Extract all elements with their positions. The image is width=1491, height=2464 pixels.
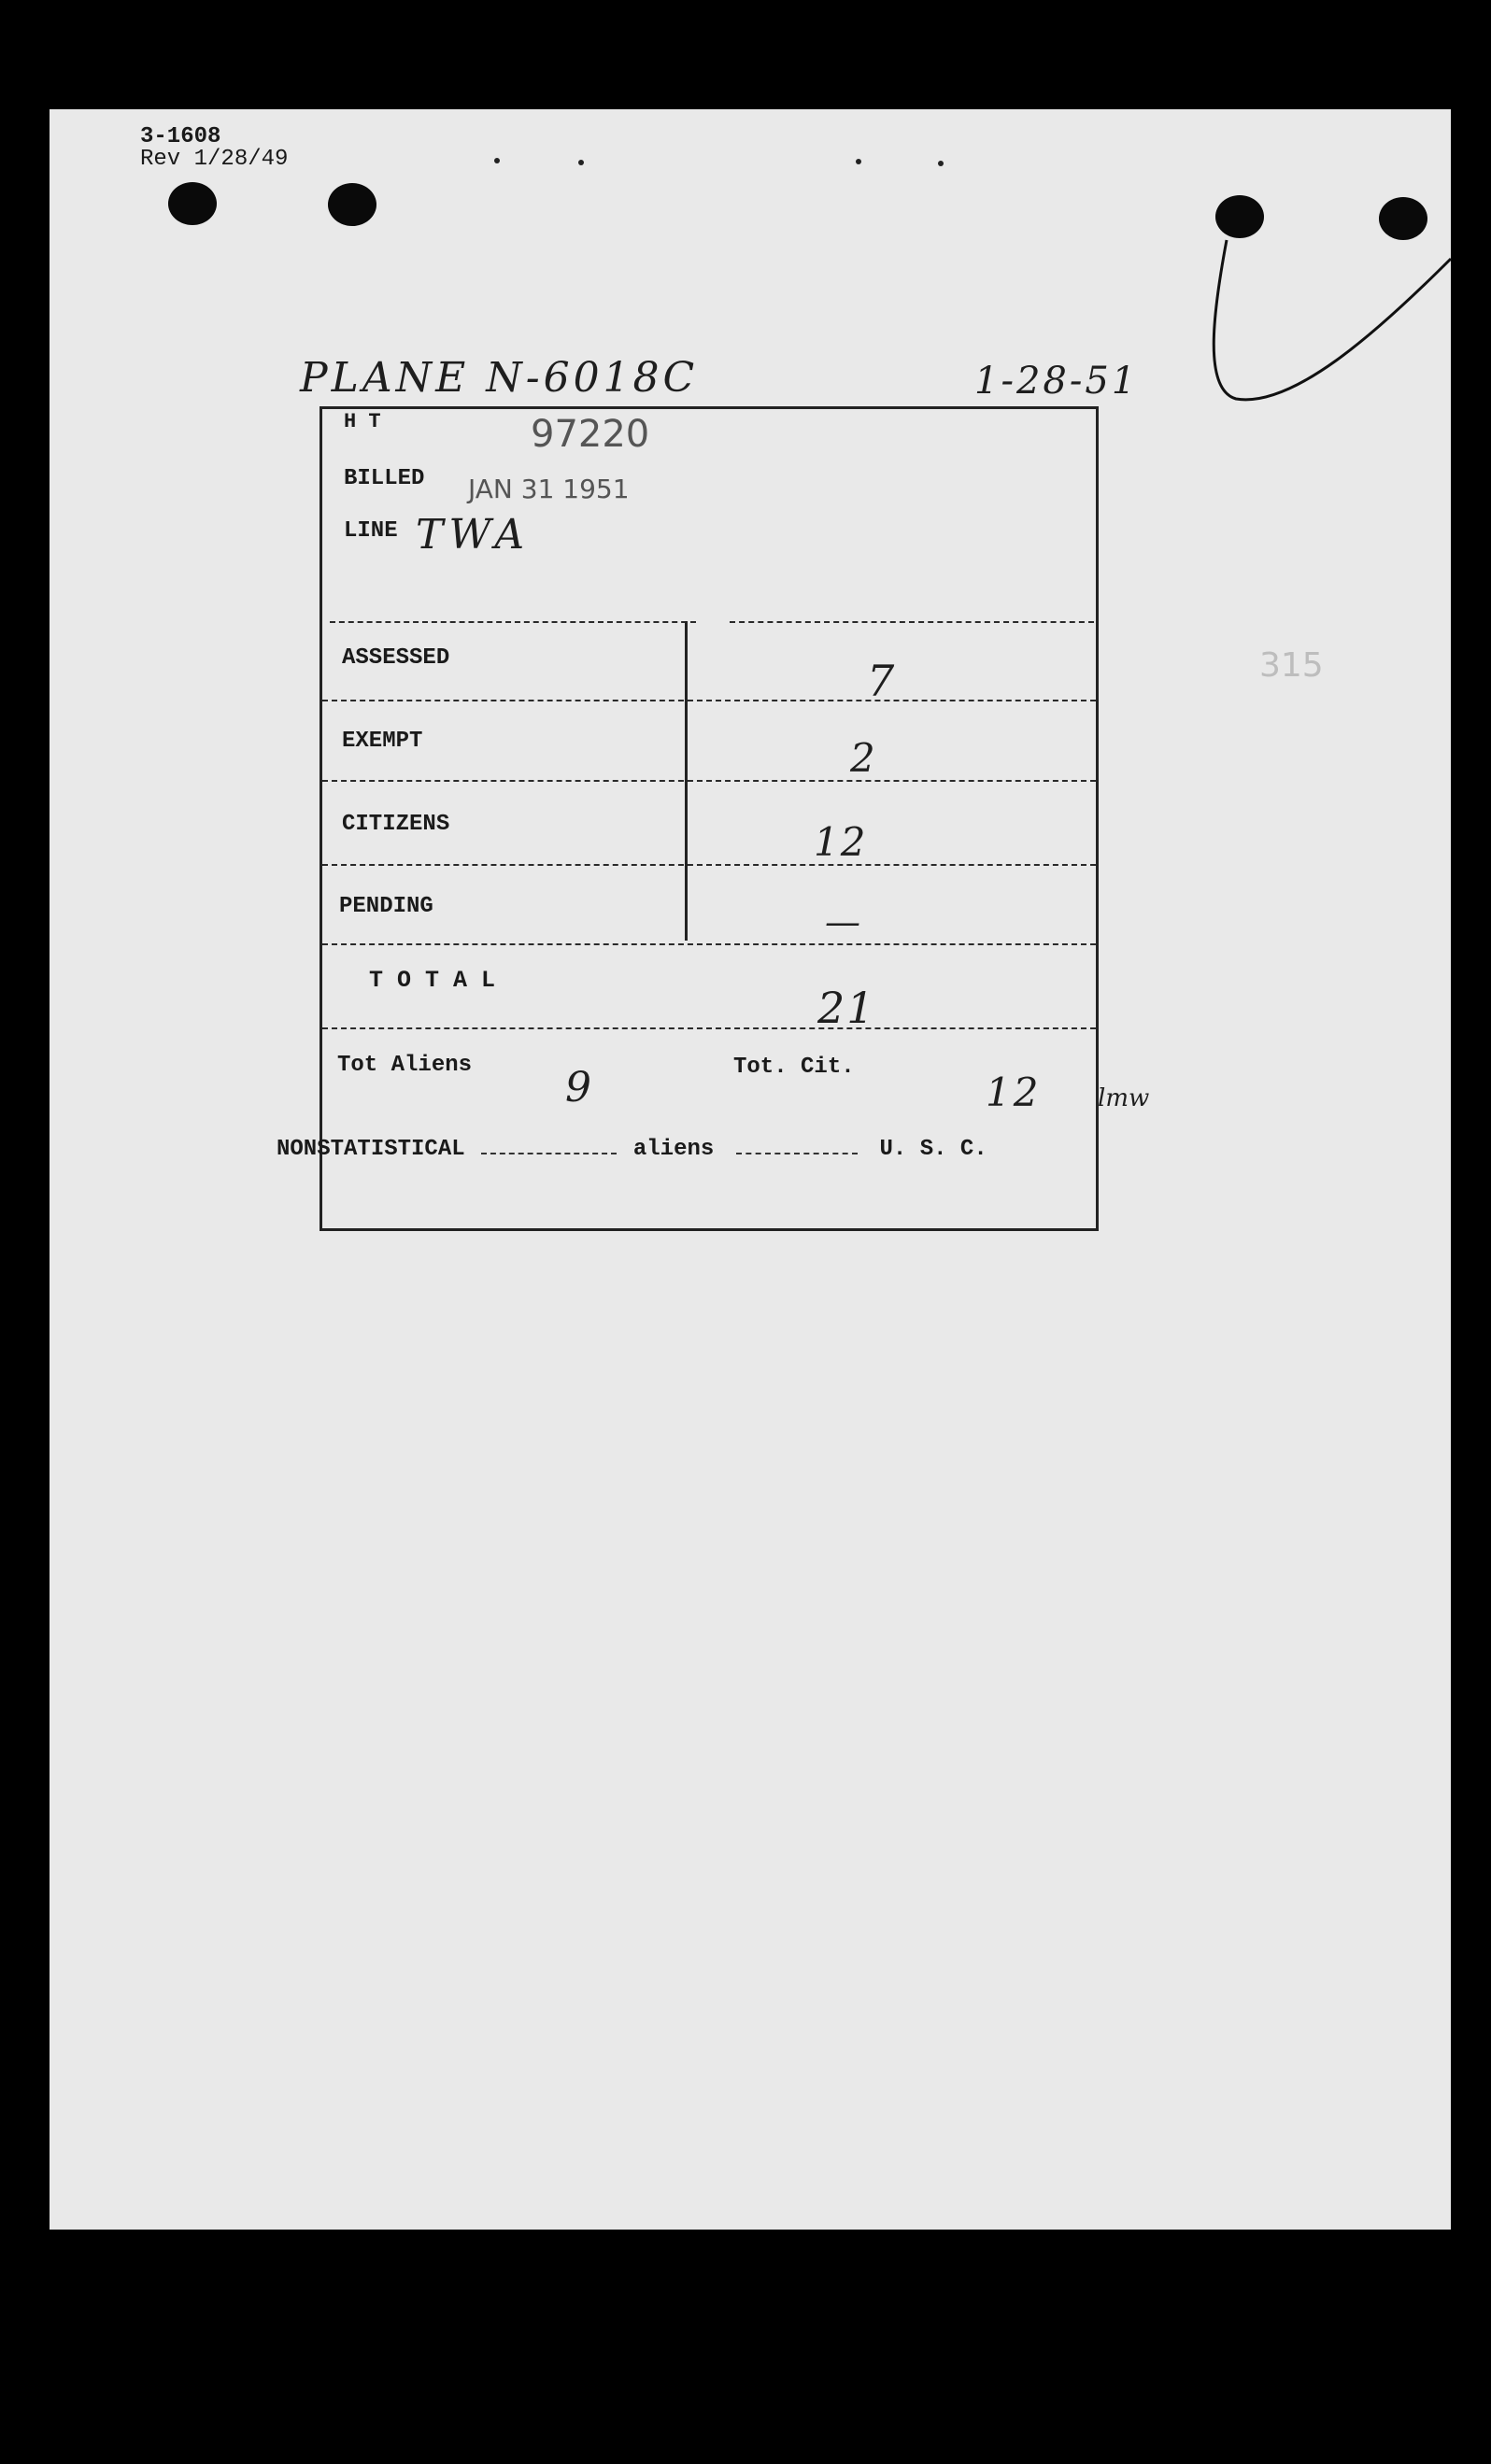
citizens-value: 12: [814, 819, 868, 865]
tot-aliens-value: 9: [565, 1064, 591, 1112]
check-mark-icon: [1189, 203, 1460, 511]
nonstatistical-line: [277, 1137, 987, 1162]
tot-aliens-label: Tot Aliens: [337, 1053, 473, 1078]
punch-hole: [328, 183, 376, 226]
initials: lmw: [1098, 1084, 1150, 1112]
pin-dot: [856, 159, 861, 164]
usc-label: U. S. C.: [879, 1137, 987, 1162]
total-label: T O T A L: [369, 967, 496, 994]
divider: [330, 621, 696, 623]
line-value: TWA: [416, 511, 531, 559]
box-left-border: [320, 406, 322, 1231]
form-number: 3-1608: [140, 124, 221, 149]
blank-field: [481, 1147, 617, 1154]
box-bottom-border: [320, 1228, 1098, 1231]
pin-dot: [494, 158, 500, 163]
ht-label: H T: [344, 410, 381, 433]
divider: [322, 1027, 1096, 1029]
form-revision: Rev 1/28/49: [140, 147, 289, 172]
billed-label: BILLED: [344, 466, 425, 491]
blank-field: [736, 1147, 858, 1154]
divider: [322, 864, 1096, 866]
pending-value: —: [825, 901, 860, 942]
assessed-label: ASSESSED: [342, 645, 450, 671]
pending-label: PENDING: [339, 894, 433, 919]
margin-number: 315: [1259, 646, 1324, 685]
billed-stamp: JAN 31 1951: [468, 474, 630, 504]
tot-cit-label: Tot. Cit.: [733, 1055, 855, 1080]
pin-dot: [938, 161, 944, 166]
divider: [322, 700, 1096, 701]
header-date: 1-28-51: [974, 360, 1139, 403]
punch-hole: [168, 182, 217, 225]
pin-dot: [578, 160, 584, 165]
plane-number: PLANE N-6018C: [300, 354, 699, 402]
ht-stamp: 97220: [531, 413, 650, 456]
exempt-value: 2: [850, 735, 875, 781]
divider: [322, 780, 1096, 782]
citizens-label: CITIZENS: [342, 812, 450, 837]
divider: [730, 621, 1094, 623]
nonstatistical-label: NONSTATISTICAL: [277, 1137, 465, 1162]
box-top-border: [320, 406, 1098, 409]
line-label: LINE: [344, 518, 398, 544]
document-page: [50, 109, 1451, 2230]
assessed-value: 7: [867, 656, 895, 706]
divider: [322, 943, 1096, 945]
aliens-label: aliens: [632, 1137, 715, 1162]
tot-cit-value: 12: [986, 1069, 1042, 1115]
exempt-label: EXEMPT: [342, 729, 423, 754]
total-value: 21: [817, 983, 876, 1033]
